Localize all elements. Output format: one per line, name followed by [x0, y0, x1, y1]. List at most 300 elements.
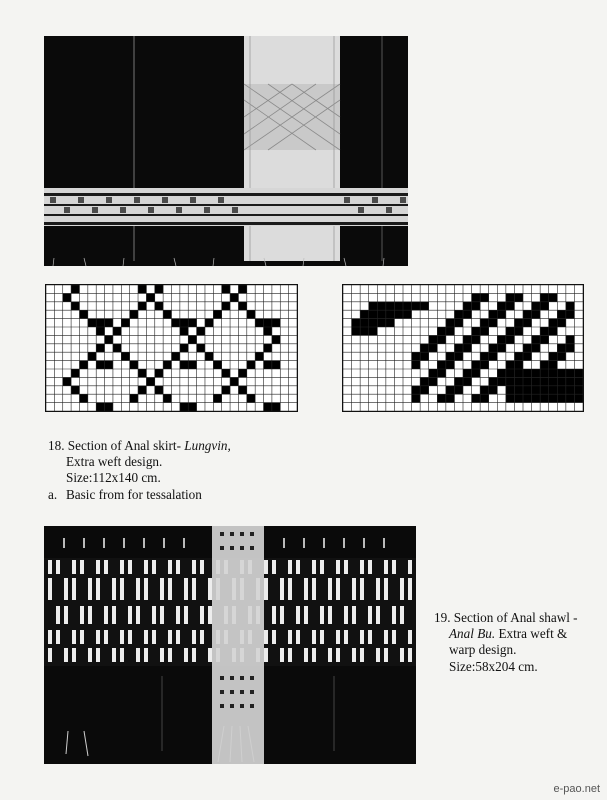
weft-stripe	[384, 648, 388, 662]
grid-cell	[180, 361, 188, 369]
grid-cell	[180, 344, 188, 352]
grid-cell	[238, 302, 246, 310]
grid-cell	[429, 369, 438, 377]
weft-stripe	[192, 630, 196, 644]
grid-cell	[377, 310, 386, 318]
weft-stripe	[392, 630, 396, 644]
weft-stripe	[312, 578, 316, 600]
figure-18-size: Size:112x140 cm.	[66, 470, 161, 486]
weft-stripe	[56, 560, 60, 574]
grid-cell	[96, 327, 104, 335]
grid-cell	[172, 319, 180, 327]
grid-cell	[155, 369, 163, 377]
weft-stripe	[272, 630, 276, 644]
weft-stripe	[144, 648, 148, 662]
grid-cell	[71, 386, 79, 394]
weft-stripe	[264, 648, 268, 662]
weft-stripe	[80, 606, 84, 624]
weft-stripe	[160, 648, 164, 662]
grid-cell	[574, 369, 583, 377]
grid-cell	[566, 369, 575, 377]
grid-cell	[180, 403, 188, 411]
weft-stripe	[72, 630, 76, 644]
grid-cell	[566, 302, 575, 310]
weft-stripe	[48, 630, 52, 644]
grid-cell	[238, 285, 246, 293]
grid-cell	[63, 377, 71, 385]
grid-cell	[446, 327, 455, 335]
weft-stripe	[320, 560, 324, 574]
weft-stripe	[176, 560, 180, 574]
weft-stripe	[144, 560, 148, 574]
grid-cell	[197, 344, 205, 352]
grid-cell	[130, 394, 138, 402]
grid-cell	[264, 344, 272, 352]
grid-cell	[549, 377, 558, 385]
grid-cell	[386, 319, 395, 327]
weft-stripe	[200, 630, 204, 644]
grid-cell	[489, 386, 498, 394]
weft-stripe	[184, 606, 188, 624]
grid-cell	[180, 327, 188, 335]
weft-stripe	[200, 560, 204, 574]
grid-cell	[549, 293, 558, 301]
grid-cell	[497, 310, 506, 318]
grid-cell	[566, 386, 575, 394]
grid-cell	[222, 369, 230, 377]
weft-stripe	[168, 648, 172, 662]
grid-cell	[574, 394, 583, 402]
weft-stripe	[56, 630, 60, 644]
grid-cell	[88, 319, 96, 327]
weft-stripe	[72, 648, 76, 662]
grid-cell	[480, 352, 489, 360]
site-watermark: e-pao.net	[553, 783, 600, 795]
weft-stripe	[72, 560, 76, 574]
weft-stripe	[128, 560, 132, 574]
weft-stripe	[48, 560, 52, 574]
weft-stripe	[272, 606, 276, 624]
grid-cell	[532, 369, 541, 377]
weft-stripe	[344, 560, 348, 574]
grid-cell	[506, 377, 515, 385]
weft-stripe	[280, 606, 284, 624]
grid-cell	[180, 319, 188, 327]
grid-cell	[454, 344, 463, 352]
grid-cell	[394, 310, 403, 318]
grid-cell	[514, 386, 523, 394]
grid-cell	[506, 361, 515, 369]
grid-cell	[96, 361, 104, 369]
grid-cell	[247, 361, 255, 369]
grid-cell	[463, 369, 472, 377]
figure-19-title: Section of Anal shawl -	[453, 610, 578, 625]
weft-stripe	[120, 648, 124, 662]
grid-cell	[489, 352, 498, 360]
weft-stripe	[400, 606, 404, 624]
grid-cell	[540, 386, 549, 394]
grid-cell	[540, 394, 549, 402]
grid-cell	[437, 369, 446, 377]
grid-cell	[163, 361, 171, 369]
grid-cell	[146, 377, 154, 385]
weft-stripe	[312, 630, 316, 644]
grid-cell	[540, 377, 549, 385]
grid-cell	[506, 293, 515, 301]
grid-cell	[155, 302, 163, 310]
weft-stripe	[312, 560, 316, 574]
figure-18-title-italic: Lungvin,	[184, 438, 231, 453]
weft-stripe	[160, 578, 164, 600]
grid-cell	[497, 344, 506, 352]
grid-cell	[540, 302, 549, 310]
grid-cell	[497, 335, 506, 343]
grid-cell	[272, 403, 280, 411]
grid-cell	[480, 386, 489, 394]
grid-cell	[437, 394, 446, 402]
weft-stripe	[328, 578, 332, 600]
grid-cell	[113, 344, 121, 352]
weft-stripe	[48, 578, 52, 600]
grid-cell	[463, 335, 472, 343]
weft-stripe	[392, 606, 396, 624]
grid-cell	[138, 285, 146, 293]
weft-stripe	[304, 648, 308, 662]
grid-cell	[489, 377, 498, 385]
grid-cell	[454, 377, 463, 385]
grid-cell	[71, 369, 79, 377]
grid-cell	[155, 285, 163, 293]
grid-cell	[213, 394, 221, 402]
grid-cell	[247, 394, 255, 402]
grid-cell	[514, 394, 523, 402]
grid-cell	[514, 361, 523, 369]
grid-cell	[105, 361, 113, 369]
grid-cell	[437, 327, 446, 335]
grid-cell	[394, 302, 403, 310]
grid-cell	[480, 319, 489, 327]
grid-cell	[549, 394, 558, 402]
weft-stripe	[176, 606, 180, 624]
grid-cell	[557, 352, 566, 360]
weft-stripe	[344, 606, 348, 624]
grid-cell	[523, 394, 532, 402]
grid-cell	[454, 352, 463, 360]
grid-cell	[412, 361, 421, 369]
grid-cell	[463, 310, 472, 318]
weft-stripe	[368, 560, 372, 574]
figure-18-title-line	[48, 438, 231, 454]
grid-cell	[88, 352, 96, 360]
grid-cell	[566, 335, 575, 343]
weft-stripe	[168, 578, 172, 600]
figure-18-note-marker: a.	[48, 486, 58, 502]
grid-cell	[213, 310, 221, 318]
weft-stripe	[72, 578, 76, 600]
grid-cell	[514, 293, 523, 301]
weft-stripe	[408, 630, 412, 644]
figure-19-number: 19.	[434, 610, 451, 625]
grid-cell	[230, 293, 238, 301]
grid-cell	[540, 335, 549, 343]
weft-stripe	[104, 606, 108, 624]
weft-stripe	[184, 578, 188, 600]
grid-cell	[506, 369, 515, 377]
weft-stripe	[176, 630, 180, 644]
grid-cell	[523, 369, 532, 377]
grid-cell	[480, 293, 489, 301]
grid-cell	[437, 361, 446, 369]
grid-cell	[163, 394, 171, 402]
grid-cell	[247, 310, 255, 318]
diagonal-pattern-grid	[342, 284, 584, 412]
weft-stripe	[296, 560, 300, 574]
grid-cell	[369, 319, 378, 327]
grid-cell	[532, 377, 541, 385]
grid-cell	[264, 319, 272, 327]
weft-stripe	[152, 560, 156, 574]
weft-stripe	[384, 560, 388, 574]
weft-stripe	[400, 648, 404, 662]
grid-cell	[472, 327, 481, 335]
grid-cell	[514, 352, 523, 360]
grid-cell	[377, 302, 386, 310]
weft-stripe	[280, 578, 284, 600]
weft-stripe	[120, 578, 124, 600]
weft-stripe	[320, 606, 324, 624]
grid-cell	[472, 335, 481, 343]
weft-stripe	[80, 630, 84, 644]
weft-stripe	[288, 630, 292, 644]
weft-stripe	[208, 648, 212, 662]
weft-stripe	[184, 648, 188, 662]
grid-cell	[255, 352, 263, 360]
grid-cell	[155, 386, 163, 394]
weft-stripe	[272, 560, 276, 574]
weft-stripe	[304, 578, 308, 600]
grid-cell	[79, 361, 87, 369]
weft-stripe	[360, 560, 364, 574]
grid-cell	[369, 310, 378, 318]
weft-stripe	[128, 630, 132, 644]
shawl-fabric-illustration	[44, 526, 416, 764]
grid-cell	[71, 302, 79, 310]
grid-cell	[360, 319, 369, 327]
weft-stripe	[64, 648, 68, 662]
weft-stripe	[64, 606, 68, 624]
grid-cell	[138, 369, 146, 377]
figure-19-name-line	[434, 626, 578, 642]
weft-stripe	[192, 560, 196, 574]
weft-stripe	[88, 648, 92, 662]
grid-cell	[188, 319, 196, 327]
grid-cell	[497, 377, 506, 385]
weft-stripe	[288, 578, 292, 600]
grid-cell	[420, 352, 429, 360]
grid-cell	[130, 310, 138, 318]
grid-cell	[514, 369, 523, 377]
weft-stripe	[360, 648, 364, 662]
weft-stripe	[56, 606, 60, 624]
grid-cell	[549, 361, 558, 369]
grid-cell	[472, 293, 481, 301]
grid-cell	[412, 302, 421, 310]
grid-cell	[369, 327, 378, 335]
grid-cell	[574, 377, 583, 385]
weft-stripe	[312, 648, 316, 662]
grid-cell	[532, 335, 541, 343]
weft-stripe	[336, 560, 340, 574]
weft-stripe	[112, 606, 116, 624]
weft-stripe	[208, 606, 212, 624]
grid-cell	[446, 394, 455, 402]
weft-stripe	[104, 630, 108, 644]
weft-stripe	[96, 578, 100, 600]
grid-cell	[532, 310, 541, 318]
grid-cell	[205, 319, 213, 327]
grid-cell	[238, 386, 246, 394]
grid-cell	[514, 377, 523, 385]
grid-cell	[566, 377, 575, 385]
figure-19-caption	[434, 610, 578, 675]
weft-stripe	[384, 630, 388, 644]
weft-stripe	[400, 578, 404, 600]
grid-cell	[264, 403, 272, 411]
grid-cell	[79, 394, 87, 402]
figure-18-number: 18.	[48, 438, 65, 453]
weft-stripe	[368, 630, 372, 644]
grid-cell	[454, 310, 463, 318]
grid-cell	[272, 319, 280, 327]
grid-cell	[197, 327, 205, 335]
grid-cell	[480, 327, 489, 335]
grid-cell	[255, 319, 263, 327]
grid-cell	[230, 377, 238, 385]
grid-cell	[557, 369, 566, 377]
grid-cell	[352, 319, 361, 327]
grid-cell	[272, 335, 280, 343]
weft-stripe	[352, 648, 356, 662]
grid-cell	[105, 335, 113, 343]
grid-cell	[523, 344, 532, 352]
grid-cell	[420, 377, 429, 385]
grid-cell	[412, 386, 421, 394]
grid-cell	[557, 377, 566, 385]
grid-cell	[121, 352, 129, 360]
figure-19-size: Size:58x204 cm.	[449, 658, 538, 674]
weft-stripe	[336, 630, 340, 644]
grid-cell	[105, 319, 113, 327]
grid-cell	[463, 344, 472, 352]
weft-stripe	[360, 630, 364, 644]
grid-cell	[121, 319, 129, 327]
weft-stripe	[64, 578, 68, 600]
grid-cell	[403, 302, 412, 310]
weft-stripe	[264, 578, 268, 600]
grid-cell	[463, 302, 472, 310]
weft-stripe	[304, 606, 308, 624]
grid-cell	[79, 310, 87, 318]
grid-cell	[549, 369, 558, 377]
grid-cell	[429, 344, 438, 352]
grid-cell	[532, 394, 541, 402]
grid-cell	[213, 361, 221, 369]
anal-shawl-photo	[44, 526, 416, 764]
weft-stripe	[192, 578, 196, 600]
weft-stripe	[408, 648, 412, 662]
figure-18-note	[48, 487, 231, 503]
figure-18-title: Section of Anal skirt-	[67, 438, 185, 453]
grid-cell	[540, 369, 549, 377]
weft-stripe	[152, 630, 156, 644]
grid-cell	[437, 335, 446, 343]
grid-cell	[146, 293, 154, 301]
grid-cell	[472, 302, 481, 310]
grid-cell	[566, 344, 575, 352]
grid-cell	[532, 386, 541, 394]
grid-cell	[71, 285, 79, 293]
grid-cell	[420, 302, 429, 310]
grid-cell	[446, 319, 455, 327]
grid-cell	[472, 394, 481, 402]
grid-cell	[506, 327, 515, 335]
grid-cell	[130, 361, 138, 369]
grid-cell	[360, 310, 369, 318]
grid-cell	[446, 352, 455, 360]
grid-cell	[497, 302, 506, 310]
grid-cell	[446, 386, 455, 394]
grid-cell	[523, 352, 532, 360]
grid-cell	[63, 293, 71, 301]
grid-cell	[238, 369, 246, 377]
grid-cell	[420, 386, 429, 394]
grid-cell	[489, 319, 498, 327]
grid-cell	[222, 386, 230, 394]
weft-stripe	[384, 578, 388, 600]
grid-cell	[540, 293, 549, 301]
grid-cell	[489, 344, 498, 352]
weft-stripe	[328, 648, 332, 662]
grid-cell	[532, 344, 541, 352]
weft-stripe	[280, 648, 284, 662]
weft-stripe	[368, 606, 372, 624]
grid-cell	[412, 352, 421, 360]
weft-stripe	[296, 630, 300, 644]
grid-cell	[420, 344, 429, 352]
weft-stripe	[408, 560, 412, 574]
grid-cell	[352, 327, 361, 335]
weft-stripe	[352, 606, 356, 624]
grid-cell	[523, 386, 532, 394]
weft-stripe	[376, 648, 380, 662]
grid-cell	[574, 386, 583, 394]
grid-cell	[386, 302, 395, 310]
grid-cell	[105, 403, 113, 411]
grid-cell	[549, 319, 558, 327]
weft-stripe	[104, 560, 108, 574]
grid-cell	[429, 377, 438, 385]
grid-cell	[514, 327, 523, 335]
grid-cell	[514, 319, 523, 327]
grid-cell	[540, 327, 549, 335]
grid-cell	[454, 386, 463, 394]
grid-cell	[264, 327, 272, 335]
grid-cell	[403, 310, 412, 318]
diamond-pattern-chart	[46, 285, 297, 411]
grid-cell	[557, 319, 566, 327]
grid-cell	[360, 327, 369, 335]
grid-cell	[96, 344, 104, 352]
